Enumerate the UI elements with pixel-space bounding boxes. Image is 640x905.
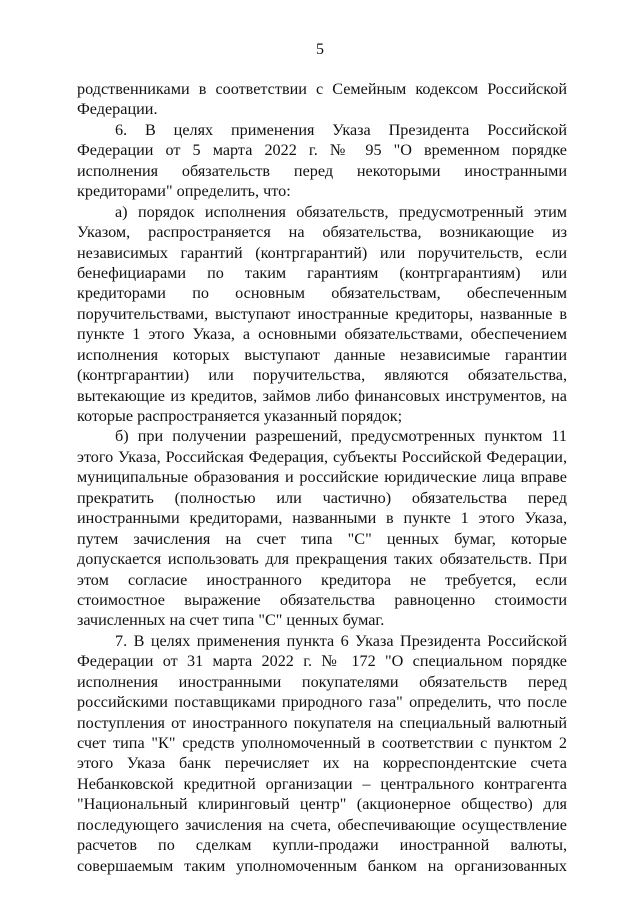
text-line: (контргарантии) или поручительства, являются обязательства, xyxy=(77,366,567,385)
text-line: "Национальный клиринговый центр" (акционерное общество) для xyxy=(77,795,567,814)
text-line: вытекающие из кредитов, займов либо финансовых инструментов, на xyxy=(77,386,567,405)
text-line: иностранными кредиторами, названными в пункте 1 этого Указа, xyxy=(77,509,567,528)
text-line: Федерации от 31 марта 2022 г. № 172 "О специальном порядке xyxy=(77,652,567,671)
page-number: 5 xyxy=(316,41,324,58)
text-line: поручительствами, выступают иностранные кредиторы, названные в xyxy=(77,304,567,323)
text-line: Указом, распространяется на обязательства, возникающие из xyxy=(77,223,567,242)
text-line: кредиторами по основным обязательствам, обеспеченным xyxy=(77,284,567,303)
text-line: допускается использовать для прекращения таких обязательств. При xyxy=(77,550,567,569)
text-line: совершаемым таким уполномоченным банком на организованных xyxy=(77,856,567,875)
text-line: которые распространяется указанный порядок; xyxy=(77,407,403,425)
text-line: Федерации от 5 марта 2022 г. № 95 "О временном порядке xyxy=(77,141,567,160)
text-line: родственниками в соответствии с Семейным кодексом Российской xyxy=(77,80,567,98)
text-line: пункте 1 этого Указа, а основными обязательствами, обеспечением xyxy=(77,325,567,344)
text-line: независимых гарантий (контргарантий) или поручительств, если xyxy=(77,243,567,262)
text-line: расчетов по сделкам купли-продажи иностранной валюты, xyxy=(77,836,567,855)
text-line: этого Указа банк перечисляет их на корреспондентские счета xyxy=(77,754,567,773)
text-line: кредиторами" определить, что: xyxy=(77,182,291,201)
text-line: а) порядок исполнения обязательств, предусмотренный этим xyxy=(115,202,567,221)
text-line: поступления от иностранного покупателя на специальный валютный xyxy=(77,713,567,732)
text-line: муниципальные образования и российские юридические лица вправе xyxy=(77,468,567,487)
text-line: прекратить (полностью или частично) обязательства перед xyxy=(77,488,567,507)
text-line: счет типа "К" средств уполномоченный в соответствии с пунктом 2 xyxy=(77,734,567,752)
text-line: исполнения обязательств перед некоторыми иностранными xyxy=(77,161,567,180)
text-line: этом согласие иностранного кредитора не требуется, если xyxy=(77,570,567,589)
text-line: б) при получении разрешений, предусмотренных пунктом 11 xyxy=(115,427,567,446)
text-line: этого Указа, Российская Федерация, субъекты Российской Федерации, xyxy=(77,447,567,466)
text-line: последующего зачисления на счета, обеспечивающие осуществление xyxy=(77,815,567,834)
text-line: зачисленных на счет типа "С" ценных бумаг. xyxy=(77,611,385,630)
text-line: Федерации. xyxy=(77,100,158,119)
text-line: стоимостное выражение обязательства равноценно стоимости xyxy=(77,590,567,609)
text-line: путем зачисления на счет типа "С" ценных бумаг, которые xyxy=(77,529,567,548)
text-line: бенефициарами по таким гарантиям (контргарантиям) или xyxy=(77,263,567,282)
text-line: российскими поставщиками природного газа" определить, что после xyxy=(77,693,567,712)
text-line: исполнения которых выступают данные независимые гарантии xyxy=(77,345,567,364)
text-line: Небанковской кредитной организации – центрального контрагента xyxy=(77,774,567,793)
text-line: исполнения иностранными покупателями обязательств перед xyxy=(77,672,567,691)
text-line: 6. В целях применения Указа Президента Российской xyxy=(115,120,567,139)
document-body xyxy=(77,79,567,876)
text-line: 7. В целях применения пункта 6 Указа Президента Российской xyxy=(115,631,567,650)
